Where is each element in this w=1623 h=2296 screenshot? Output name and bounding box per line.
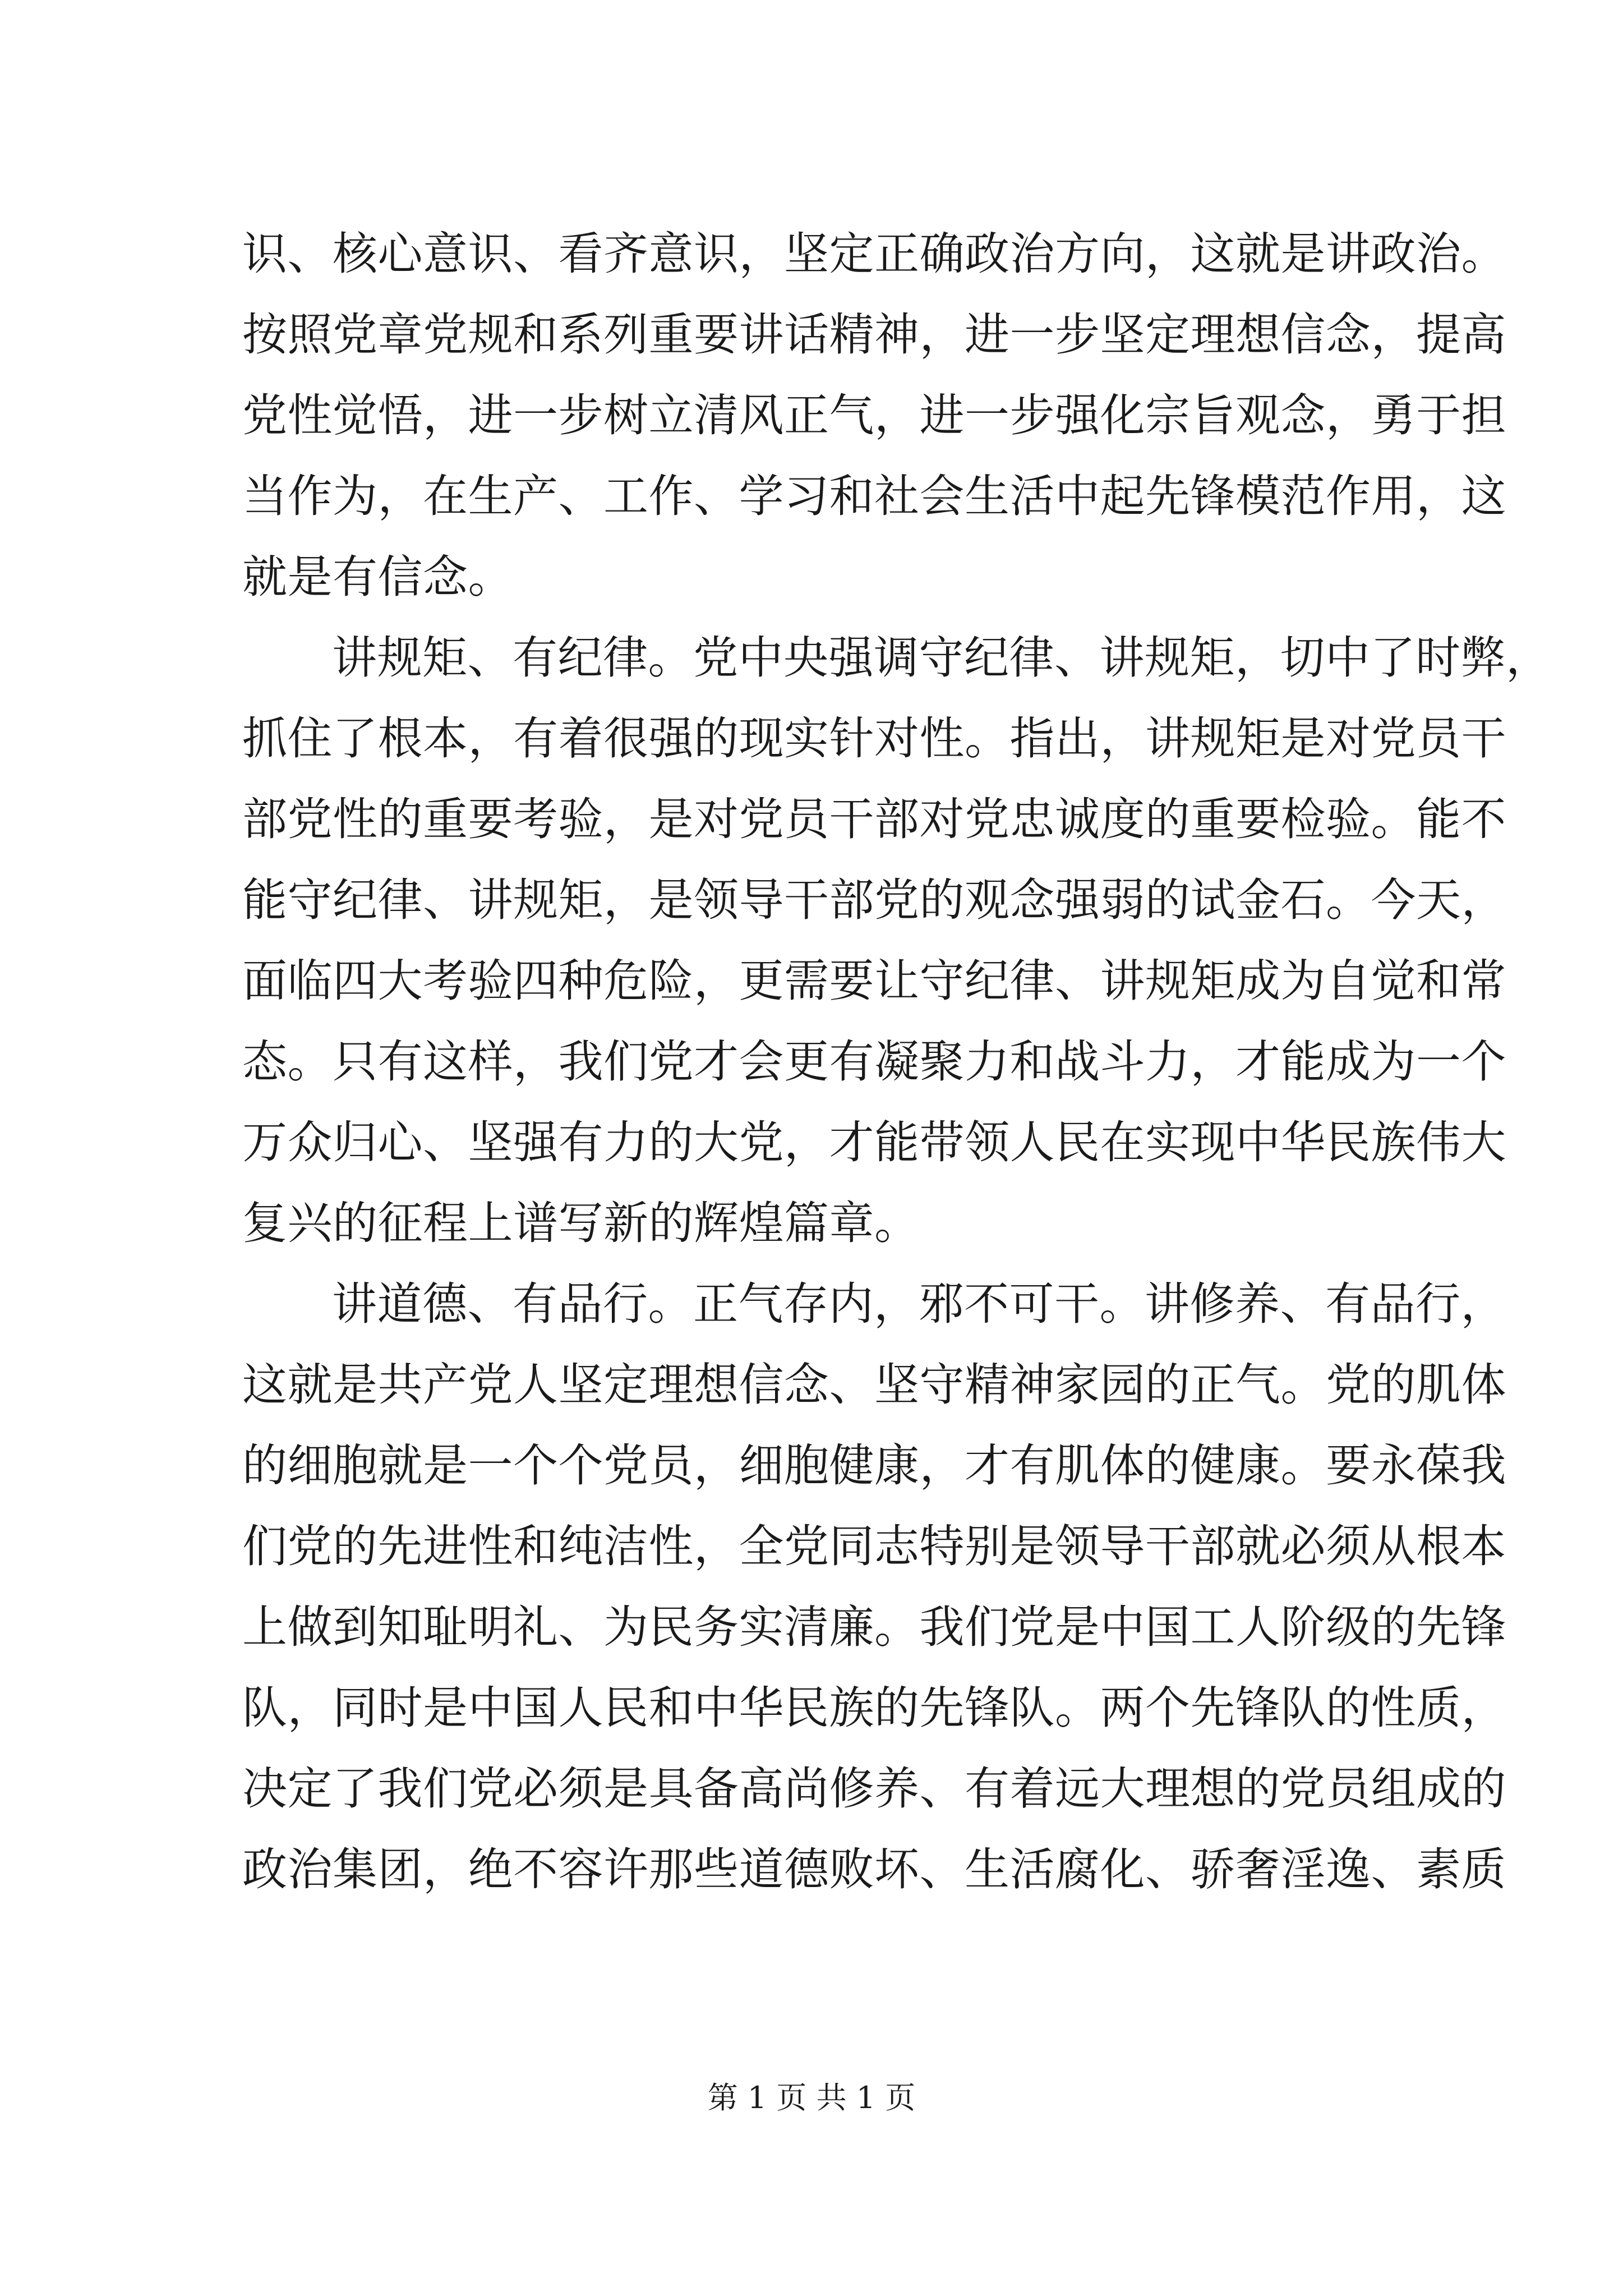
paragraph-morality [242, 1264, 1506, 1910]
text-line: 政治集团，绝不容许那些道德败坏、生活腐化、骄奢淫逸、素质 [242, 1843, 1506, 1895]
text-line: 万众归心、坚强有力的大党，才能带领人民在实现中华民族伟大 [242, 1116, 1506, 1168]
text-line: 的细胞就是一个个党员，细胞健康，才有肌体的健康。要永葆我 [242, 1439, 1506, 1492]
text-line: 就是有信念。 [242, 551, 513, 603]
text-line: 当作为，在生产、工作、学习和社会生活中起先锋模范作用，这 [242, 470, 1506, 522]
document-body [242, 214, 1551, 1910]
text-line: 抓住了根本，有着很强的现实针对性。指出，讲规矩是对党员干 [242, 712, 1506, 765]
text-line: 能守纪律、讲规矩，是领导干部党的观念强弱的试金石。今天， [242, 874, 1506, 926]
text-line: 复兴的征程上谱写新的辉煌篇章。 [242, 1197, 920, 1249]
text-line: 决定了我们党必须是具备高尚修养、有着远大理想的党员组成的 [242, 1763, 1506, 1815]
text-line: 讲规矩、有纪律。党中央强调守纪律、讲规矩，切中了时弊， [332, 632, 1551, 684]
page-footer [0, 2076, 1623, 2120]
paragraph-discipline [242, 618, 1551, 1264]
page-number-label: 第 1 页 共 1 页 [707, 2080, 916, 2115]
text-line: 识、核心意识、看齐意识，坚定正确政治方向，这就是讲政治。 [242, 228, 1506, 280]
text-line: 态。只有这样，我们党才会更有凝聚力和战斗力，才能成为一个 [242, 1036, 1506, 1088]
text-line: 按照党章党规和系列重要讲话精神，进一步坚定理想信念，提高 [242, 309, 1506, 361]
text-line: 上做到知耻明礼、为民务实清廉。我们党是中国工人阶级的先锋 [242, 1601, 1506, 1653]
text-line: 们党的先进性和纯洁性，全党同志特别是领导干部就必须从根本 [242, 1520, 1506, 1572]
text-line: 这就是共产党人坚定理想信念、坚守精神家园的正气。党的肌体 [242, 1359, 1506, 1411]
text-line: 队，同时是中国人民和中华民族的先锋队。两个先锋队的性质， [242, 1682, 1506, 1734]
text-line: 面临四大考验四种危险，更需要让守纪律、讲规矩成为自觉和常 [242, 955, 1506, 1007]
paragraph-political [242, 214, 1506, 618]
text-line: 讲道德、有品行。正气存内，邪不可干。讲修养、有品行， [332, 1278, 1506, 1330]
text-line: 党性觉悟，进一步树立清风正气，进一步强化宗旨观念，勇于担 [242, 389, 1506, 441]
text-line: 部党性的重要考验，是对党员干部对党忠诚度的重要检验。能不 [242, 793, 1506, 845]
